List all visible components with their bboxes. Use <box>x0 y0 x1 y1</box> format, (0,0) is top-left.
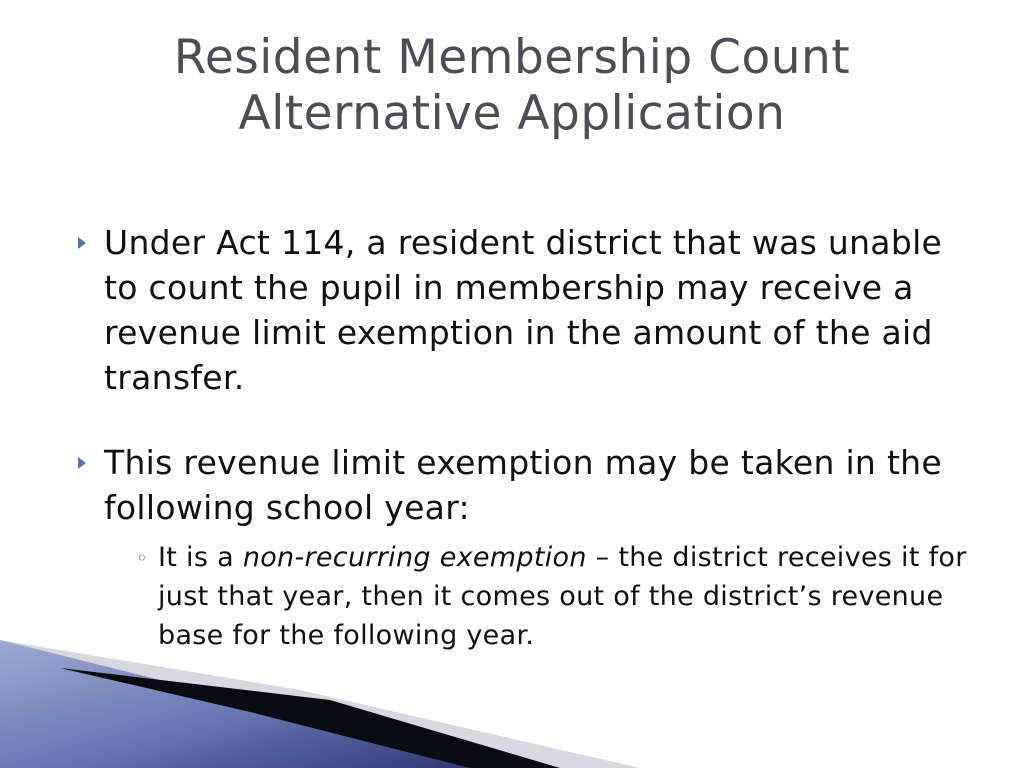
bullet-list <box>78 220 978 655</box>
triangle-right-icon <box>78 237 86 249</box>
sub-bullet-emphasis: non-recurring exemption <box>242 542 587 573</box>
bullet-text-2: This revenue limit exemption may be taken in the following school year: <box>104 443 942 527</box>
sub-bullet-item <box>136 538 978 655</box>
open-circle-icon: ◦ <box>136 546 149 570</box>
bullet-item-1 <box>78 220 978 400</box>
title-line-2: Alternative Application <box>238 86 786 141</box>
slide-title <box>0 30 1024 142</box>
title-line-1: Resident Membership Count <box>173 30 851 85</box>
bullet-item-2 <box>78 440 978 655</box>
sub-bullet-prefix: It is a <box>158 542 243 573</box>
sub-bullet-suffix: – the district receives it for just that year, then it comes out of the district’s revenue base for the following year. <box>158 542 967 651</box>
triangle-right-icon <box>78 457 86 469</box>
bullet-text-1: Under Act 114, a resident district that was unable to count the pupil in membership may receive a revenue limit exemption in the amount of the aid transfer. <box>104 223 943 397</box>
